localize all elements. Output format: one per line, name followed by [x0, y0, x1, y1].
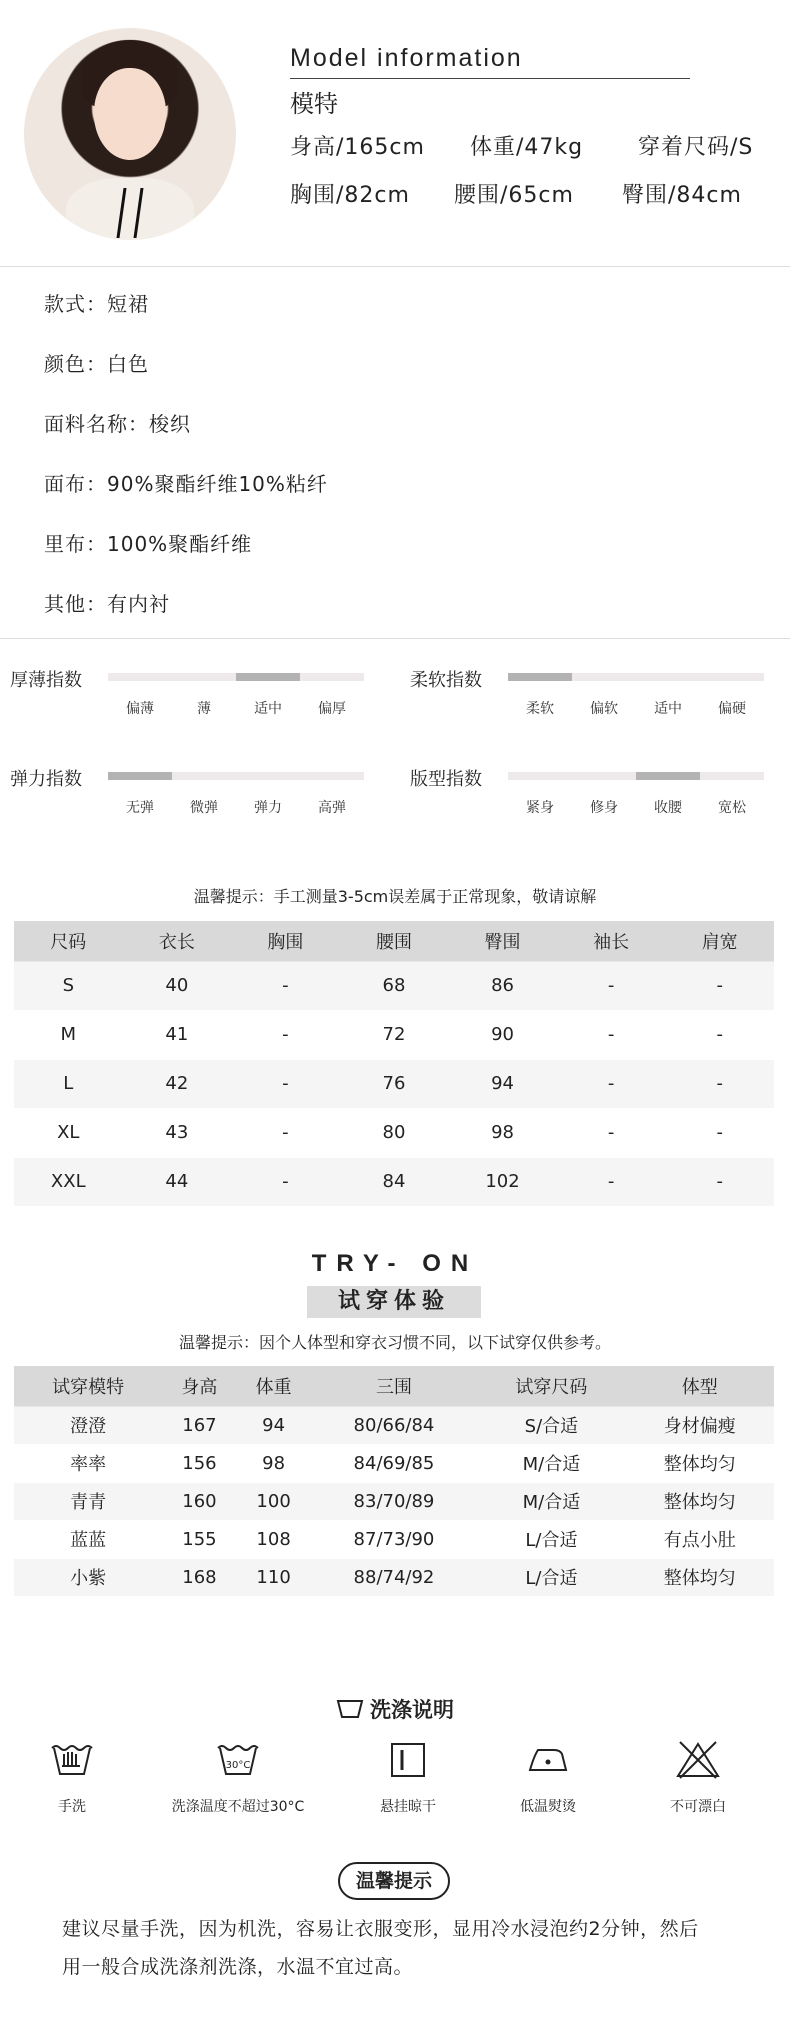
index-tick-label: 适中 [654, 701, 682, 717]
table-cell: L/合适 [477, 1558, 625, 1596]
table-cell: 80 [340, 1108, 449, 1157]
table-cell: 有点小肚 [626, 1520, 774, 1558]
tips-badge: 温馨提示 [338, 1862, 450, 1900]
washing-title: 洗涤说明 [0, 1694, 790, 1726]
table-header-cell: 试穿模特 [14, 1366, 162, 1406]
hand-wash-icon [48, 1740, 96, 1780]
table-cell: 整体均匀 [626, 1558, 774, 1596]
table-cell: 86 [448, 961, 557, 1010]
attr-color: 颜色：白色 [44, 352, 149, 376]
table-cell: 156 [162, 1444, 236, 1482]
table-cell: 168 [162, 1558, 236, 1596]
low-iron-icon [524, 1740, 572, 1780]
index-tick-label: 无弹 [126, 800, 154, 816]
table-cell: 身材偏瘦 [626, 1406, 774, 1444]
model-label: 模特 [290, 90, 338, 118]
table-cell: 43 [123, 1108, 232, 1157]
index-tick-label: 薄 [197, 701, 211, 717]
attr-lining: 里布：100%聚酯纤维 [44, 532, 253, 556]
table-cell: XL [14, 1108, 123, 1157]
table-cell: XXL [14, 1157, 123, 1206]
index-bar-fill [508, 673, 572, 681]
table-cell: 90 [448, 1010, 557, 1059]
index-bar [108, 772, 364, 780]
wash-temp-label: 洗涤温度不超过30°C [171, 1799, 305, 1815]
table-header-cell: 身高 [162, 1366, 236, 1406]
table-cell: - [557, 1010, 666, 1059]
table-cell: S/合适 [477, 1406, 625, 1444]
size-table [14, 921, 774, 1207]
model-waist: 腰围/65cm [454, 183, 574, 208]
table-header-cell: 尺码 [14, 921, 123, 961]
table-cell: L/合适 [477, 1520, 625, 1558]
attr-other: 其他：有内衬 [44, 592, 170, 616]
hang-dry-label: 悬挂晾干 [380, 1799, 436, 1815]
table-cell: 100 [237, 1482, 311, 1520]
table-cell: S [14, 961, 123, 1010]
table-cell: 167 [162, 1406, 236, 1444]
table-header-cell: 肩宽 [665, 921, 774, 961]
table-cell: 41 [123, 1010, 232, 1059]
table-header-cell: 胸围 [231, 921, 340, 961]
table-cell: 88/74/92 [311, 1558, 478, 1596]
index-title: 版型指数 [410, 769, 482, 790]
model-section-title: Model information [290, 44, 523, 72]
table-cell: 42 [123, 1059, 232, 1108]
index-tick-label: 微弹 [190, 800, 218, 816]
table-row [14, 1482, 774, 1520]
table-row [14, 1520, 774, 1558]
table-cell: 98 [448, 1108, 557, 1157]
index-tick-label: 偏薄 [126, 701, 154, 717]
attr-style: 款式：短裙 [44, 292, 149, 316]
table-cell: 率率 [14, 1444, 162, 1482]
table-cell: M/合适 [477, 1444, 625, 1482]
table-cell: 40 [123, 961, 232, 1010]
table-cell: - [231, 961, 340, 1010]
index-bar-fill [236, 673, 300, 681]
model-size-worn: 穿着尺码/S [638, 135, 754, 160]
no-bleach-icon [674, 1740, 722, 1780]
table-cell: 整体均匀 [626, 1482, 774, 1520]
model-height: 身高/165cm [290, 135, 425, 160]
table-cell: - [665, 961, 774, 1010]
table-cell: 94 [448, 1059, 557, 1108]
divider [0, 638, 790, 639]
table-cell: L [14, 1059, 123, 1108]
table-row [14, 1558, 774, 1596]
table-cell: 108 [237, 1520, 311, 1558]
index-tick-label: 弹力 [254, 800, 282, 816]
table-header-cell: 臀围 [448, 921, 557, 961]
index-tick-label: 适中 [254, 701, 282, 717]
table-row [14, 1059, 774, 1108]
table-row [14, 1010, 774, 1059]
table-cell: 98 [237, 1444, 311, 1482]
low-iron-label: 低温熨烫 [520, 1799, 576, 1815]
divider [0, 266, 790, 267]
table-header-cell: 体型 [626, 1366, 774, 1406]
tryon-title-cn: 试穿体验 [307, 1286, 481, 1318]
title-underline [290, 78, 690, 79]
index-bar [508, 673, 764, 681]
tryon-table [14, 1366, 774, 1597]
index-tick-label: 收腰 [654, 800, 682, 816]
index-tick-label: 偏厚 [318, 701, 346, 717]
table-cell: - [665, 1010, 774, 1059]
table-cell: - [665, 1108, 774, 1157]
table-row [14, 1157, 774, 1206]
tips-line: 用一般合成洗涤剂洗涤，水温不宜过高。 [62, 1956, 414, 1978]
table-cell: - [665, 1059, 774, 1108]
table-cell: 84/69/85 [311, 1444, 478, 1482]
attr-fabric-name: 面料名称：梭织 [44, 412, 191, 436]
index-tick-label: 修身 [590, 800, 618, 816]
table-cell: 102 [448, 1157, 557, 1206]
table-header-cell: 体重 [237, 1366, 311, 1406]
tryon-title-en: TRY- ON [311, 1250, 479, 1277]
table-cell: 小紫 [14, 1558, 162, 1596]
table-row [14, 961, 774, 1010]
table-header-cell: 腰围 [340, 921, 449, 961]
index-title: 厚薄指数 [10, 670, 82, 691]
table-cell: 87/73/90 [311, 1520, 478, 1558]
no-bleach-label: 不可漂白 [670, 1799, 726, 1815]
hand-wash-label: 手洗 [58, 1799, 86, 1815]
table-cell: - [231, 1059, 340, 1108]
size-tip: 温馨提示：手工测量3-5cm误差属于正常现象，敬请谅解 [193, 887, 597, 906]
index-tick-label: 紧身 [526, 800, 554, 816]
index-tick-label: 偏软 [590, 701, 618, 717]
tryon-tip: 温馨提示：因个人体型和穿衣习惯不同，以下试穿仅供参考。 [178, 1333, 611, 1352]
table-cell: - [231, 1108, 340, 1157]
table-cell: 蓝蓝 [14, 1520, 162, 1558]
table-cell: 76 [340, 1059, 449, 1108]
table-cell: 68 [340, 961, 449, 1010]
table-cell: M/合适 [477, 1482, 625, 1520]
table-row [14, 1108, 774, 1157]
model-photo [24, 28, 236, 240]
table-header-cell: 衣长 [123, 921, 232, 961]
table-cell: - [557, 1108, 666, 1157]
table-cell: 整体均匀 [626, 1444, 774, 1482]
table-cell: - [665, 1157, 774, 1206]
index-bar-fill [108, 772, 172, 780]
index-bar-fill [636, 772, 700, 780]
table-header-cell: 三围 [311, 1366, 478, 1406]
table-cell: 94 [237, 1406, 311, 1444]
table-cell: 72 [340, 1010, 449, 1059]
index-bar [508, 772, 764, 780]
model-hip: 臀围/84cm [622, 183, 742, 208]
table-cell: 80/66/84 [311, 1406, 478, 1444]
tips-line: 建议尽量手洗，因为机洗，容易让衣服变形，显用冷水浸泡约2分钟，然后 [62, 1918, 699, 1940]
model-bust: 胸围/82cm [290, 183, 410, 208]
model-weight: 体重/47kg [470, 135, 584, 160]
basin-icon [336, 1697, 364, 1726]
tips-text [62, 1910, 742, 1986]
wash-30-icon [214, 1740, 262, 1780]
table-cell: - [231, 1157, 340, 1206]
index-tick-label: 柔软 [526, 701, 554, 717]
table-header-cell: 试穿尺码 [477, 1366, 625, 1406]
table-header-cell: 袖长 [557, 921, 666, 961]
wash-temp-text: 30°C [225, 1760, 251, 1771]
table-cell: 44 [123, 1157, 232, 1206]
table-cell: 澄澄 [14, 1406, 162, 1444]
table-cell: 84 [340, 1157, 449, 1206]
table-cell: 110 [237, 1558, 311, 1596]
attr-outer-fabric: 面布：90%聚酯纤维10%粘纤 [44, 472, 328, 496]
table-cell: M [14, 1010, 123, 1059]
table-cell: - [557, 961, 666, 1010]
index-tick-label: 宽松 [718, 800, 746, 816]
table-cell: 155 [162, 1520, 236, 1558]
index-tick-label: 高弹 [318, 800, 346, 816]
table-row [14, 1406, 774, 1444]
table-cell: - [557, 1157, 666, 1206]
index-bar [108, 673, 364, 681]
table-cell: - [557, 1059, 666, 1108]
index-title: 弹力指数 [10, 769, 82, 790]
hang-dry-icon [384, 1740, 432, 1780]
table-cell: 青青 [14, 1482, 162, 1520]
table-cell: 83/70/89 [311, 1482, 478, 1520]
index-title: 柔软指数 [410, 670, 482, 691]
table-row [14, 1444, 774, 1482]
table-cell: - [231, 1010, 340, 1059]
index-tick-label: 偏硬 [718, 701, 746, 717]
table-cell: 160 [162, 1482, 236, 1520]
